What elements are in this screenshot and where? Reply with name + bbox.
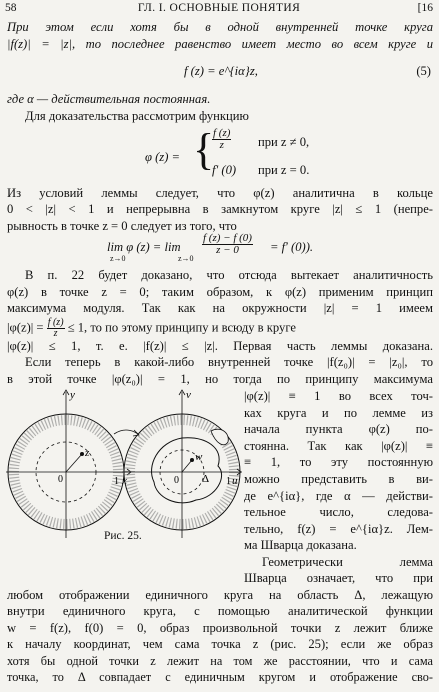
point-w [190, 458, 194, 462]
domain-delta-boundary [152, 438, 222, 503]
text-line: к началу координат, чем сама точка z (рис. 25); если же образ [7, 637, 433, 651]
limit-equation-start: lim φ (z) = lim [107, 240, 181, 254]
text-line: где α — действительная постоянная. [7, 92, 211, 106]
text-line: |φ(z)| = $\frac{f (z)}{z}$ ≤ 1, то по этому принципу и всюду в круге [7, 317, 296, 339]
radius-segment [182, 460, 192, 472]
one-label: 1 [226, 476, 231, 487]
y-label: y [70, 389, 75, 401]
one-label: 1 [114, 476, 119, 487]
equation-number: (5) [416, 64, 431, 78]
text-line: При этом если хотя бы в одной внутренней точке круга [7, 20, 433, 34]
text-line: Если теперь в какой-либо внутренней точке |f(z₀)| = |z₀|, то [25, 355, 433, 369]
case-1-condition: при z ≠ 0, [258, 135, 310, 149]
w-plane-diagram [122, 389, 242, 538]
section-marker: [16 [417, 2, 433, 14]
text-line: рывность в точке z = 0 следует из того, что [7, 219, 237, 233]
text-line: в этой точке |φ(z₀)| = 1, но тогда по принципу максимума [7, 372, 433, 386]
x-label: x [122, 475, 127, 487]
running-head: ГЛ. I. ОСНОВНЫЕ ПОНЯТИЯ [137, 2, 301, 14]
text-line: |φ(z)| ≤ 1, т. е. |f(z)| ≤ |z|. Первая часть леммы доказана. [7, 339, 433, 353]
text-line: Для доказательства рассмотрим функцию [25, 109, 249, 123]
case-2-value: f′ (0) [212, 163, 237, 177]
text-line: тельно, f(z) = e^{iα}z. Лем- [244, 522, 433, 536]
text-line: де e^{iα}, где α — действи- [244, 489, 433, 503]
page-header [5, 2, 433, 16]
text-line: Геометрически лемма [262, 555, 433, 569]
text-line: |f(z)| = |z|, то последнее равенство имеет место во всем круге и [7, 37, 433, 51]
text-line: хотя бы одной точки z лежит на том же расстоянии, что и сама [7, 654, 433, 668]
text-line: |φ(z)| ≡ 1 во всех точ- [244, 389, 433, 403]
text-line: точка, то Δ совпадает с единичным кругом и отображение сво- [7, 670, 433, 684]
text-line: максимума модуля. Так как на окружности |z| = 1 имеем [7, 301, 433, 315]
figure-25 [6, 386, 242, 546]
v-label: v [186, 389, 191, 401]
text-line: Шварца означает, что при [244, 571, 433, 585]
equation-5: f (z) = e^{iα}z, [184, 64, 258, 78]
origin-label: 0 [174, 475, 179, 486]
text-line: Из условий леммы следует, что φ(z) аналитична в кольце [7, 186, 433, 200]
limit-equation-end: = f′ (0)). [270, 240, 314, 254]
text-line: можно представить в ви- [244, 472, 433, 486]
z-plane-diagram [6, 389, 131, 538]
text-line: ках круга и по лемме из [244, 406, 433, 420]
u-label: u [232, 475, 238, 487]
case-1-value: $\frac{f (z)}{z}$ [213, 127, 231, 151]
limit-fraction: $\frac{f (z) - f (0)}{z - 0}$ [203, 232, 252, 256]
text-line: любом отображении единичного круга на область Δ, лежащую [7, 588, 433, 602]
origin-label: 0 [58, 474, 63, 485]
text-line: ≡ 1, то эту постоянную [244, 455, 433, 469]
text-line: φ(z) в точке z = 0; таким образом, к φ(z) применим принцип [7, 285, 433, 299]
text-line: В п. 22 будет доказано, что отсюда вытекает аналитичность [25, 268, 433, 282]
brace: { [193, 125, 215, 174]
phi-lhs: φ (z) = [145, 150, 181, 164]
text-line: стоянна. Так как |φ(z)| ≡ [244, 439, 433, 453]
case-2-condition: при z = 0. [258, 163, 310, 177]
text-line: w = f(z), f(0) = 0, образ произвольной точки z лежит ближе [7, 621, 433, 635]
z-label: z [85, 447, 90, 459]
limit-subscript: z→0 [110, 254, 126, 263]
page-number: 58 [5, 2, 17, 14]
boundary-bump [211, 429, 228, 445]
text-line: ма Шварца доказана. [244, 538, 357, 552]
limit-subscript: z→0 [178, 254, 194, 263]
point-z [80, 452, 84, 456]
delta-label: Δ [202, 473, 210, 485]
text-line: 0 < |z| < 1 и непрерывна в замкнутом круге |z| ≤ 1 (непре- [7, 202, 433, 216]
text-line: тельное число, следова- [244, 505, 433, 519]
text-line: начала пункта φ(z) по- [244, 422, 433, 436]
radius-segment [66, 454, 82, 472]
text-line: внутри единичного круга, с помощью аналитической функции [7, 604, 433, 618]
figure-caption: Рис. 25. [104, 530, 142, 542]
w-label: w [195, 451, 203, 463]
